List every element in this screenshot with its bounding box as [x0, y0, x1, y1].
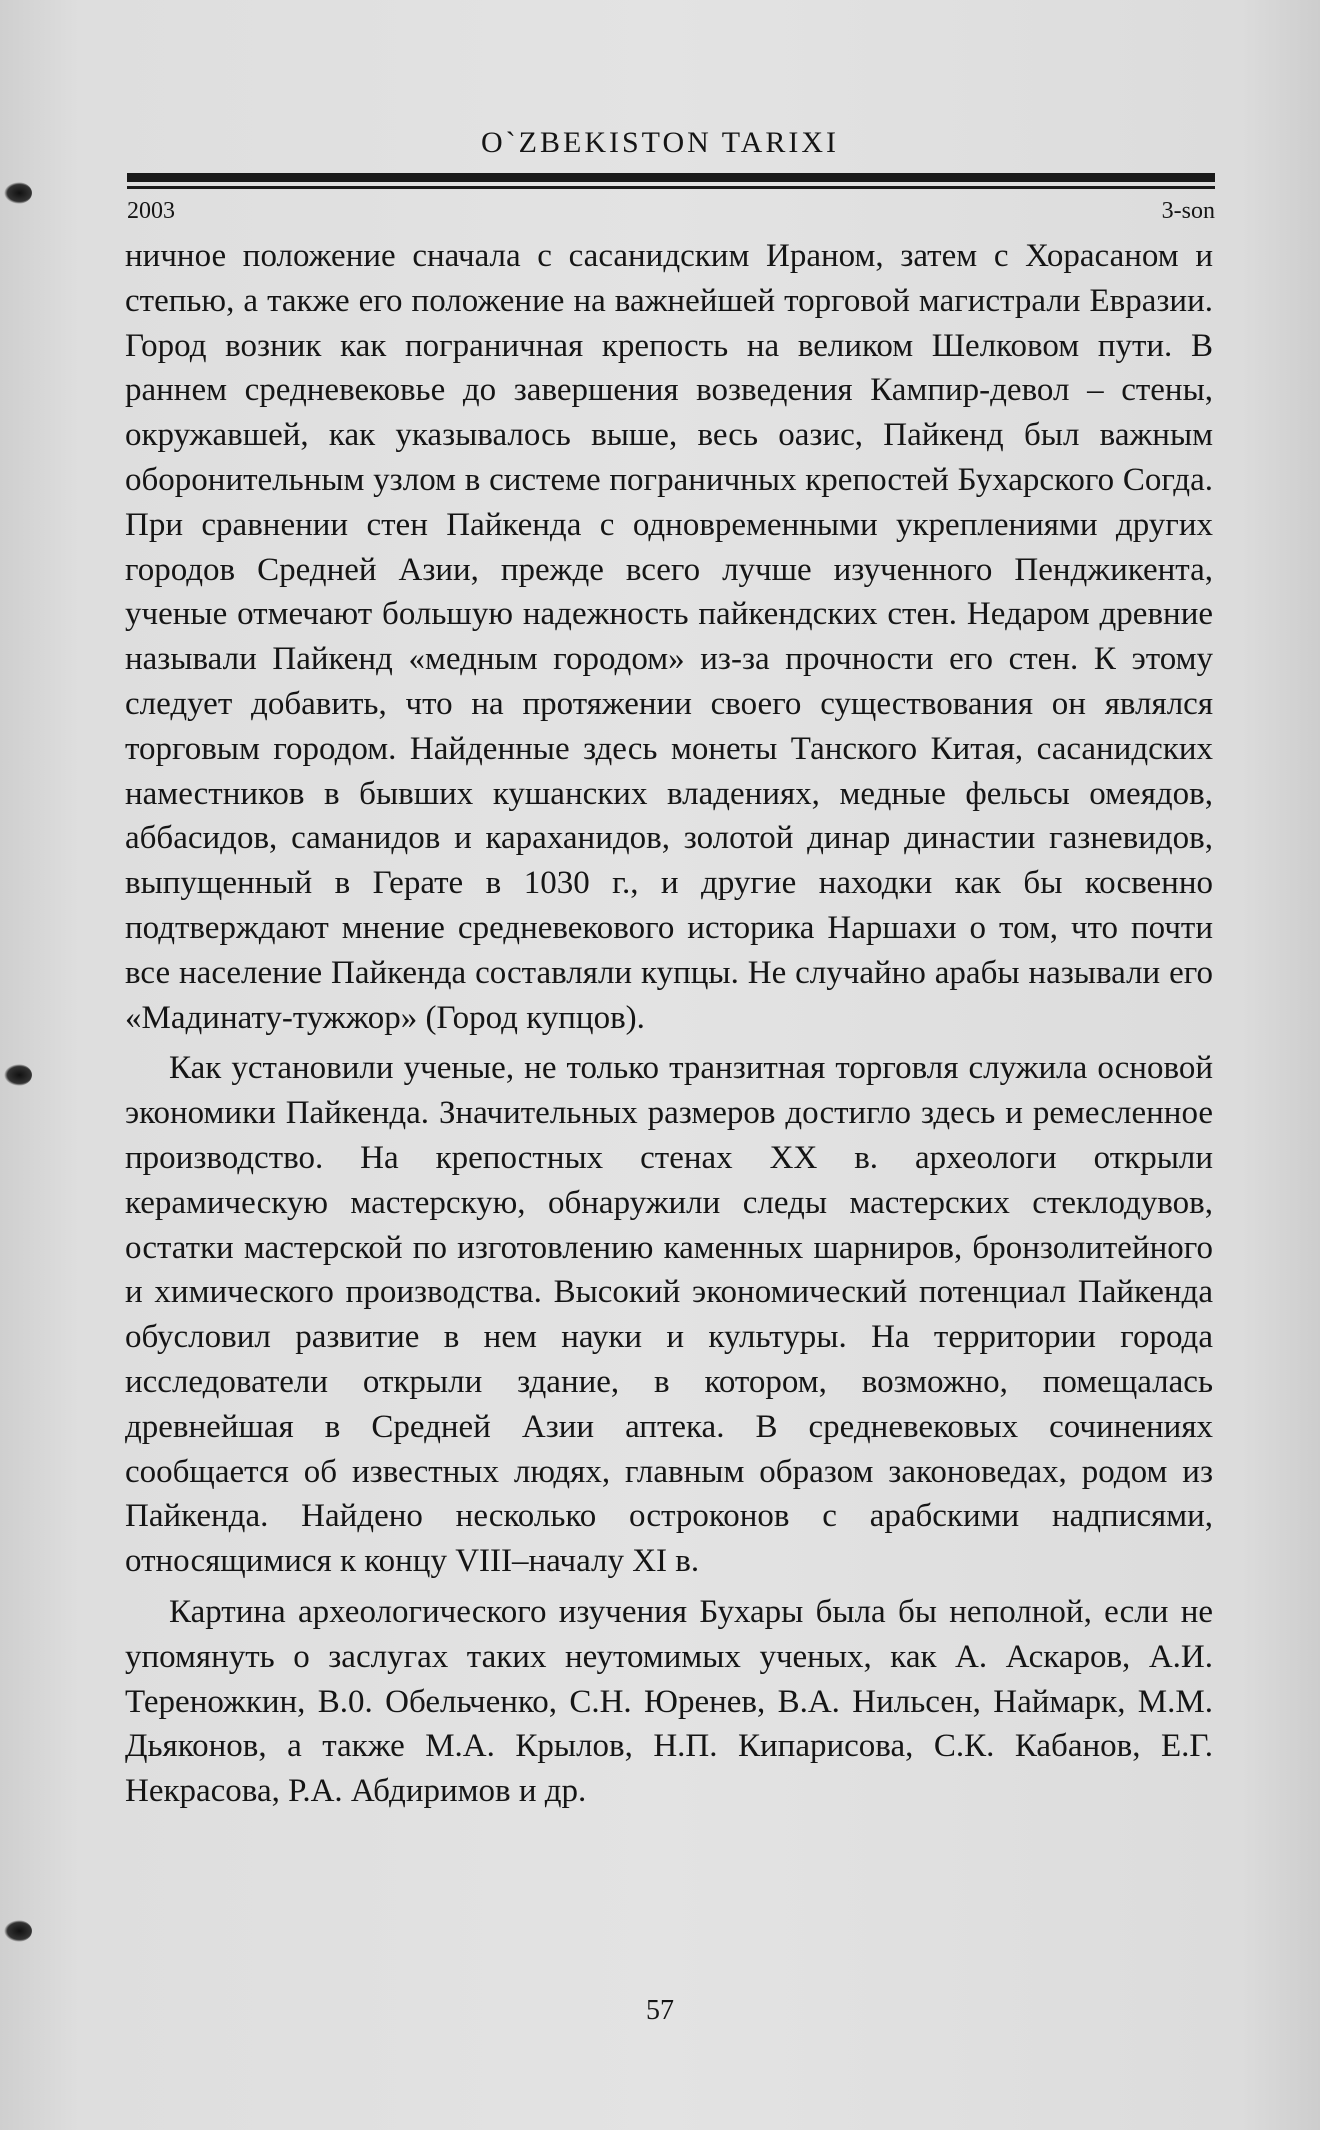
paragraph: ничное положение сначала с сасанидским Ираном, затем с Хорасаном и степью, а также его положение на важнейшей торговой магистрали Евразии. Город возник как пограничная крепость на великом Шелковом пути. В раннем средневековье до завершения возведения Кампир-девол – стены, окружавшей, как указывалось выше, весь оазис, Пайкенд был важным оборонительным узлом в системе пограничных крепостей Бухарского Согда. При сравнении стен Пайкенда с одновременными укреплениями других городов Средней Азии, прежде всего лучше изученного Пенджикента, ученые отмечают большую надежность пайкендских стен. Недаром древние называли Пайкенд «медным городом» из-за прочности его стен. К этому следует добавить, что на протяжении своего существования он являлся торговым городом. Найденные здесь монеты Танского Китая, сасанидских наместников в бывших кушанских владениях, медные фельсы омеядов, аббасидов, саманидов и караханидов, золотой динар династии газневидов, выпущенный в Герате в 1030 г., и другие находки как бы косвенно подтверждают мнение средневекового историка Наршахи о том, что почти все население Пайкенда составляли купцы. Не случайно арабы называли его «Мадинату-тужжор» (Город купцов).: [125, 238, 1213, 1036]
journal-title: O`ZBEKISTON TARIXI: [481, 126, 839, 159]
paragraph: Картина археологического изучения Бухары была бы неполной, если не упомянуть о заслугах таких неутомимых ученых, как А. Аскаров, А.И. Тереножкин, В.0. Обельченко, С.Н. Юренев, В.А. Нильсен, Наймарк, М.М. Дьяконов, а также М.А. Крылов, Н.П. Кипарисова, С.К. Кабанов, Е.Г. Некрасова, Р.А. Абдиримов и др.: [125, 1593, 1213, 1810]
punch-hole-mark: [4, 1064, 32, 1086]
issue-number: 3-son: [1161, 198, 1215, 224]
punch-hole-mark: [4, 1920, 32, 1942]
header-rule-thin: [127, 186, 1215, 189]
paragraph: Как установили ученые, не только транзитная торговля служила основой экономики Пайкенда. Значительных размеров достигло здесь и ремесленное производство. На крепостных стенах XX в. археологи открыли керамическую мастерскую, обнаружили следы мастерских стеклодувов, остатки мастерской по изготовлению каменных шарниров, бронзолитейного и химического производства. Высокий экономический потенциал Пайкенда обусловил развитие в нем науки и культуры. На территории города исследователи открыли здание, в котором, возможно, помещалась древнейшая в Средней Азии аптека. В средневековых сочинениях сообщается об известных людях, главным образом законоведах, родом из Пайкенда. Найдено несколько остроконов с арабскими надписями, относящимися к концу VIII–началу XI в.: [125, 1050, 1213, 1580]
punch-hole-mark: [4, 182, 32, 204]
article-body: [125, 234, 1213, 1814]
issue-year: 2003: [127, 198, 175, 224]
header-rule-thick: [127, 173, 1215, 182]
page-number: 57: [646, 1995, 674, 2026]
